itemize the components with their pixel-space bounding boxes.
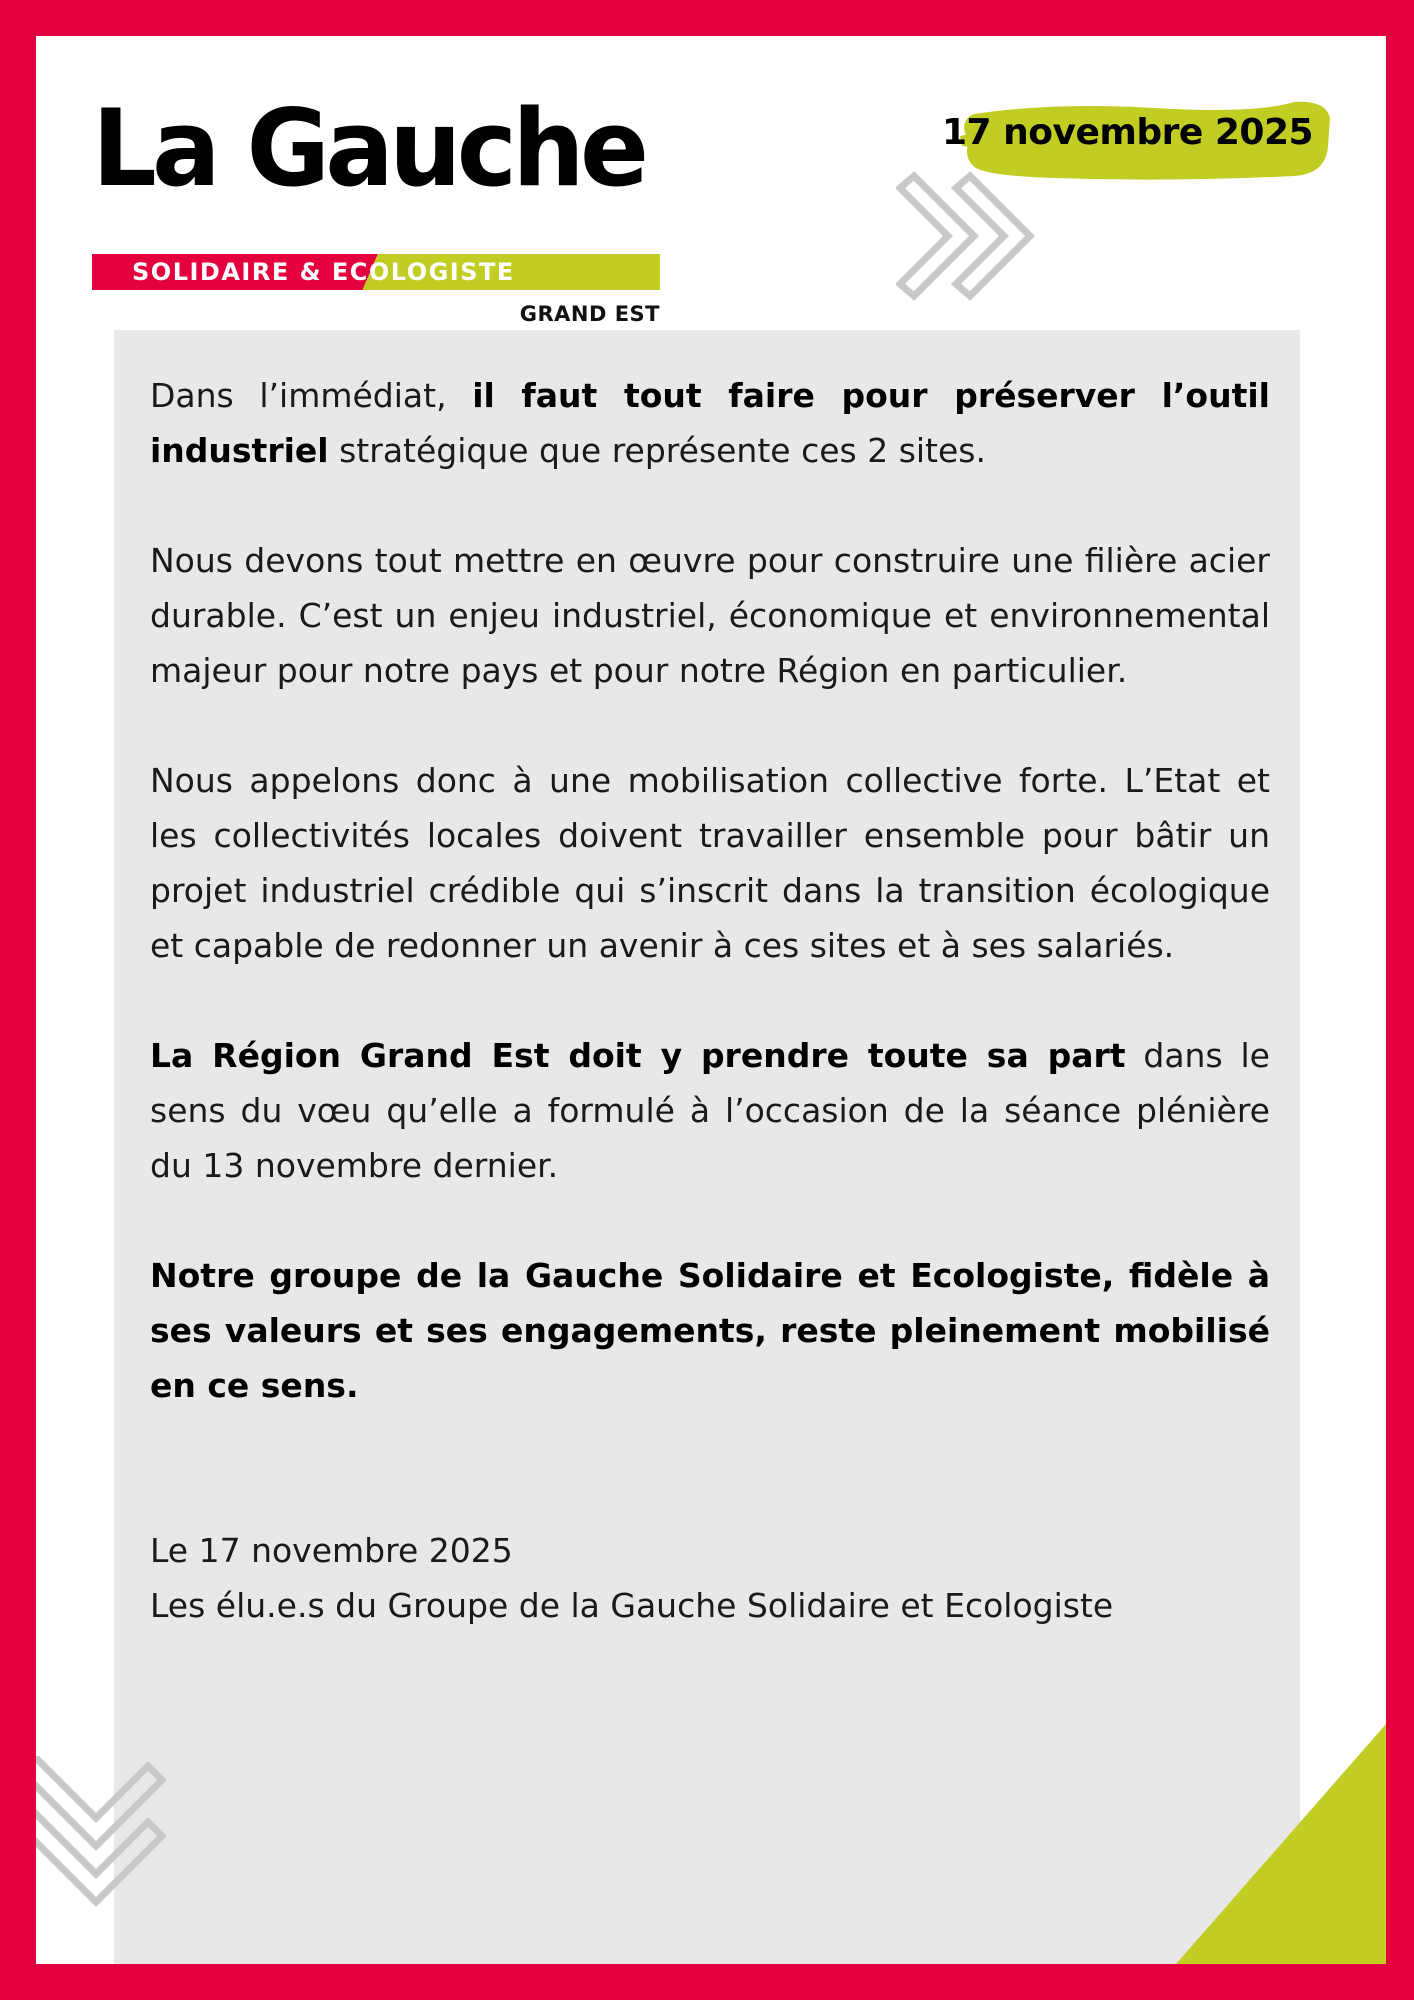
- paragraph-4: La Région Grand Est doit y prendre toute sa part dans le sens du vœu qu’elle a formulé à l’occasion de la séance plénière du 13 novembre dernier.: [150, 1036, 1270, 1185]
- statement-text: [150, 368, 1270, 1633]
- double-chevron-right-icon: [896, 166, 1076, 326]
- spacer: [150, 1468, 1270, 1523]
- logo-title: La Gauche: [92, 87, 645, 210]
- paragraph-5: [150, 1248, 1270, 1413]
- signature-date: Le 17 novembre 2025: [150, 1531, 513, 1570]
- paragraph-2: Nous devons tout mettre en œuvre pour construire une filière acier durable. C’est un enjeu industriel, économique et environnemental majeur pour notre pays et pour notre Région en particulier.: [150, 541, 1270, 690]
- content-panel: [114, 330, 1300, 1964]
- paragraph-1: Dans l’immédiat, il faut tout faire pour préserver l’outil industriel stratégique que représente ces 2 sites.: [150, 376, 1270, 470]
- signature-authors: Les élu.e.s du Groupe de la Gauche Solidaire et Ecologiste: [150, 1586, 1114, 1625]
- corner-triangle: [1176, 1724, 1386, 1964]
- logo-subtitle: SOLIDAIRE & ECOLOGISTE: [132, 258, 515, 286]
- paragraph-3: Nous appelons donc à une mobilisation collective forte. L’Etat et les collectivités locales doivent travailler ensemble pour bâtir un projet industriel crédible qui s’inscrit dans la transition écologique et capable de redonner un avenir à ces sites et à ses salariés.: [150, 761, 1270, 965]
- page-sheet: [36, 36, 1386, 1964]
- date-label: 17 novembre 2025: [942, 112, 1314, 153]
- emphasis: il faut tout faire pour préserver l’outil industriel: [150, 376, 1270, 470]
- emphasis: La Région Grand Est doit y prendre toute sa part: [150, 1036, 1126, 1075]
- emphasis: Notre groupe de la Gauche Solidaire et Ecologiste, fidèle à ses valeurs et ses engagements, reste pleinement mobilisé en ce sens.: [150, 1256, 1270, 1405]
- double-chevron-down-icon: [36, 1756, 176, 1936]
- logo: [92, 87, 672, 326]
- logo-region: GRAND EST: [519, 302, 660, 326]
- logo-band: [92, 254, 660, 290]
